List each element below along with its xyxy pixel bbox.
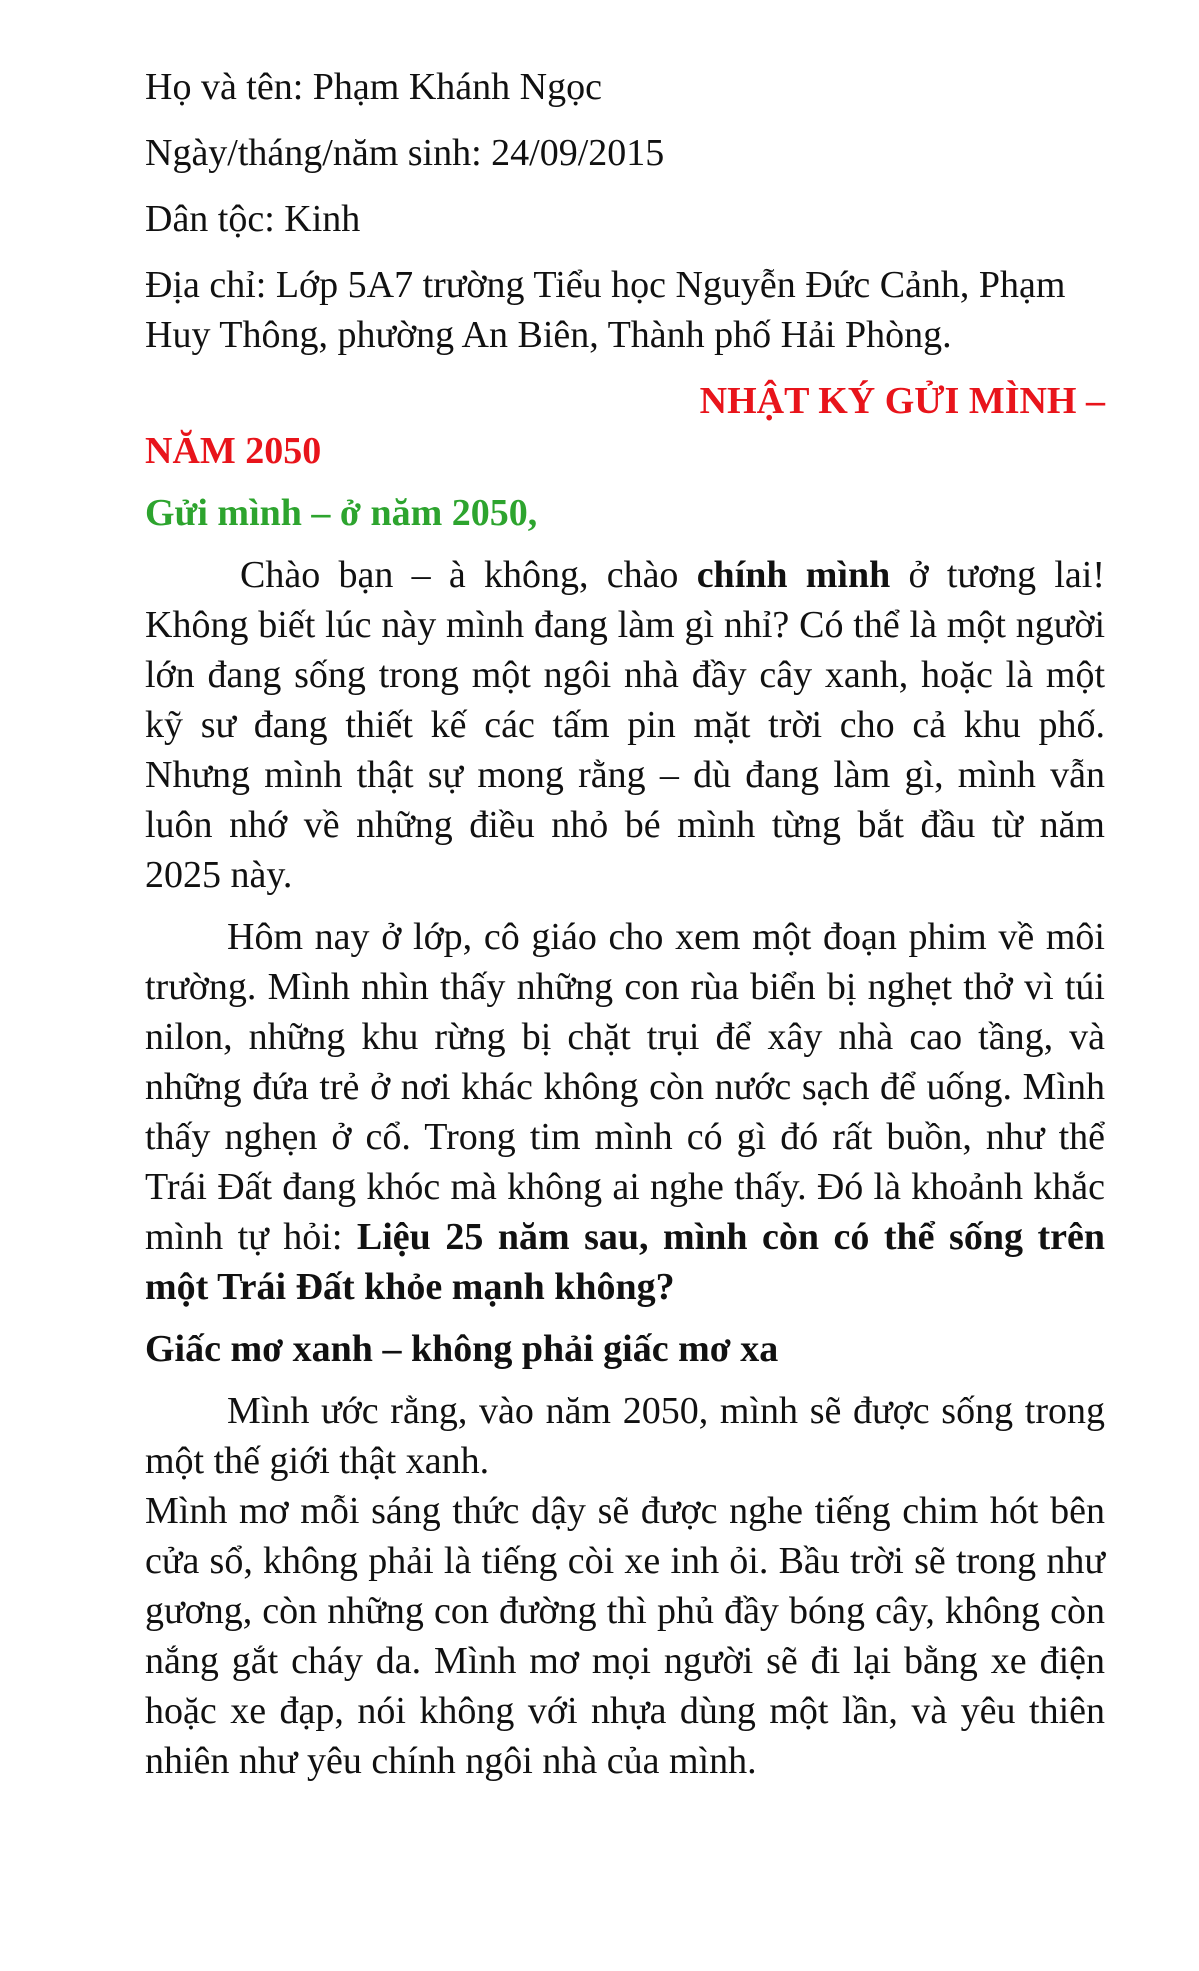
- student-name: Họ và tên: Phạm Khánh Ngọc: [145, 66, 602, 108]
- birth-date: Ngày/tháng/năm sinh: 24/09/2015: [145, 132, 665, 174]
- diary-title-part1: NHẬT KÝ GỬI MÌNH –: [699, 380, 1105, 422]
- paragraph-3: Mình ước rằng, vào năm 2050, mình sẽ được sống trong một thế giới thật xanh.: [145, 1390, 1105, 1482]
- greeting-line: Gửi mình – ở năm 2050,: [145, 492, 538, 534]
- paragraph-4: Mình mơ mỗi sáng thức dậy sẽ được nghe tiếng chim hót bên cửa sổ, không phải là tiếng còi xe inh ỏi. Bầu trời sẽ trong như gương, còn những con đường thì phủ đầy bóng cây, không còn nắng gắt cháy da. Mình mơ mọi người sẽ đi lại bằng xe điện hoặc xe đạp, nói không với nhựa dùng một lần, và yêu thiên nhiên như yêu chính ngôi nhà của mình.: [145, 1490, 1105, 1782]
- paragraph-1-text-b: ở tương lai! Không biết lúc này mình đang làm gì nhỉ? Có thể là một người lớn đang sống trong một ngôi nhà đầy cây xanh, hoặc là một kỹ sư đang thiết kế các tấm pin mặt trời cho cả khu phố. Nhưng mình thật sự mong rằng – dù đang làm gì, mình vẫn luôn nhớ về những điều nhỏ bé mình từng bắt đầu từ năm 2025 này.: [145, 554, 1105, 896]
- paragraph-2: [145, 912, 1105, 1312]
- section-heading: Giấc mơ xanh – không phải giấc mơ xa: [145, 1328, 779, 1370]
- paragraph-1: [145, 550, 1105, 900]
- paragraph-2-text: Hôm nay ở lớp, cô giáo cho xem một đoạn phim về môi trường. Mình nhìn thấy những con rùa biển bị nghẹt thở vì túi nilon, những khu rừng bị chặt trụi để xây nhà cao tầng, và những đứa trẻ ở nơi khác không còn nước sạch để uống. Mình thấy nghẹn ở cổ. Trong tim mình có gì đó rất buồn, như thể Trái Đất đang khóc mà không ai nghe thấy. Đó là khoảnh khắc mình tự hỏi:: [145, 916, 1105, 1258]
- paragraph-1-text-a: Chào bạn – à không, chào: [240, 554, 697, 596]
- diary-title-part2: NĂM 2050: [145, 430, 322, 472]
- paragraph-1-bold: chính mình: [696, 554, 891, 596]
- paragraph-2-bold-question: Liệu 25 năm sau, mình còn có thể sống trên một Trái Đất khỏe mạnh không?: [145, 1216, 1105, 1308]
- document-page: [145, 62, 1105, 1798]
- ethnicity: Dân tộc: Kinh: [145, 198, 361, 240]
- address: Địa chỉ: Lớp 5A7 trường Tiểu học Nguyễn Đức Cảnh, Phạm Huy Thông, phường An Biên, Thành phố Hải Phòng.: [145, 264, 1066, 356]
